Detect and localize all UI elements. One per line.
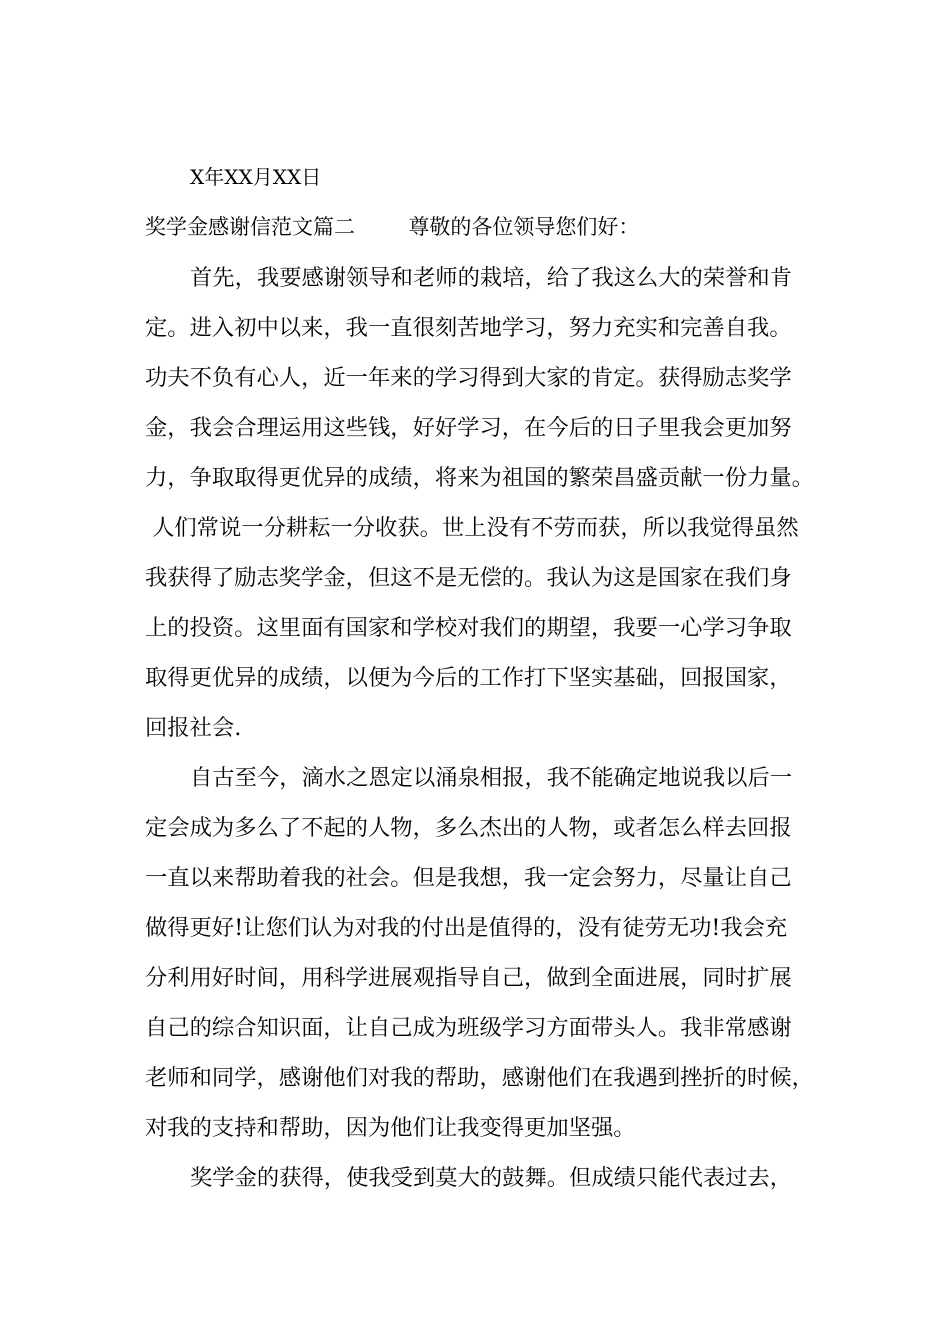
paragraph-line: 自古至今，滴水之恩定以涌泉相报，我不能确定地说我以后一 xyxy=(190,765,793,791)
paragraph-line: 一直以来帮助着我的社会。但是我想，我一定会努力，尽量让自己 xyxy=(145,865,792,891)
paragraph-line: 人们常说一分耕耘一分收获。世上没有不劳而获，所以我觉得虽然 xyxy=(145,515,799,541)
date-line: X年XX月XX日 xyxy=(190,165,322,189)
paragraph-line: 分利用好时间，用科学进展观指导自己，做到全面进展，同时扩展 xyxy=(145,965,792,991)
paragraph-line: 回报社会. xyxy=(145,715,242,741)
paragraph-line: 首先，我要感谢领导和老师的栽培，给了我这么大的荣誉和肯 xyxy=(190,265,793,291)
paragraph-line: 我获得了励志奖学金，但这不是无偿的。我认为这是国家在我们身 xyxy=(145,565,792,591)
paragraph-line: 对我的支持和帮助，因为他们让我变得更加坚强。 xyxy=(145,1115,636,1141)
paragraph-line: 自己的综合知识面，让自己成为班级学习方面带头人。我非常感谢 xyxy=(145,1015,792,1041)
paragraph-line: 做得更好!让您们认为对我的付出是值得的，没有徒劳无功!我会充 xyxy=(145,915,788,941)
paragraph-line: 奖学金的获得，使我受到莫大的鼓舞。但成绩只能代表过去， xyxy=(190,1165,793,1191)
letter-heading: 奖学金感谢信范文篇二 尊敬的各位领导您们好： xyxy=(145,215,640,239)
paragraph-line: 上的投资。这里面有国家和学校对我们的期望，我要一心学习争取 xyxy=(145,615,792,641)
paragraph-line: 定。进入初中以来，我一直很刻苦地学习，努力充实和完善自我。 xyxy=(145,315,792,341)
paragraph-line: 力，争取取得更优异的成绩，将来为祖国的繁荣昌盛贡献一份力量。 xyxy=(145,465,814,491)
paragraph-line: 取得更优异的成绩，以便为今后的工作打下坚实基础，回报国家， xyxy=(145,665,792,691)
paragraph-line: 金，我会合理运用这些钱，好好学习，在今后的日子里我会更加努 xyxy=(145,415,792,441)
paragraph-line: 功夫不负有心人，近一年来的学习得到大家的肯定。获得励志奖学 xyxy=(145,365,792,391)
paragraph-line: 定会成为多么了不起的人物，多么杰出的人物，或者怎么样去回报 xyxy=(145,815,792,841)
paragraph-line: 老师和同学，感谢他们对我的帮助，感谢他们在我遇到挫折的时候， xyxy=(145,1065,814,1091)
